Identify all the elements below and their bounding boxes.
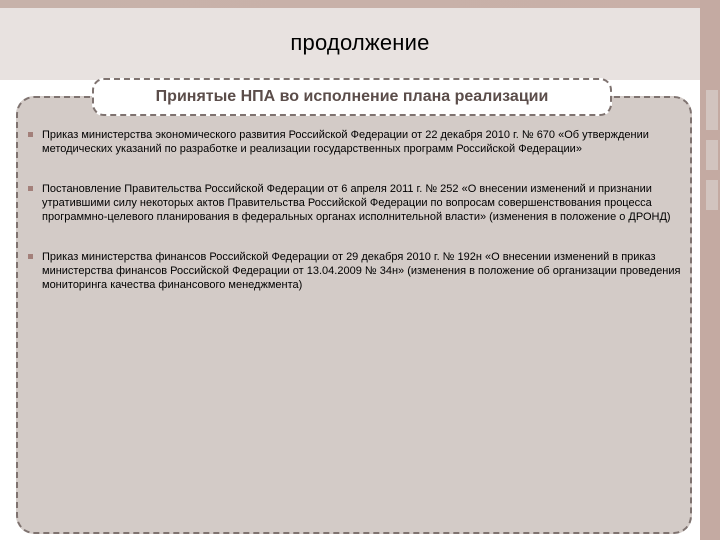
section-subtitle: Принятые НПА во исполнение плана реализации xyxy=(92,78,612,116)
right-decor-rail xyxy=(700,0,720,540)
rail-block xyxy=(706,180,718,210)
square-bullet-icon xyxy=(28,186,33,191)
rail-block xyxy=(706,90,718,130)
page-title: продолжение xyxy=(290,30,430,55)
rail-block xyxy=(706,140,718,170)
square-bullet-icon xyxy=(28,132,33,137)
list-item xyxy=(28,250,688,292)
top-decor-strip xyxy=(0,0,720,8)
list-item-text: Приказ министерства финансов Российской Федерации от 29 декабря 2010 г. № 192н «О внесении изменений в приказ министерства финансов Российской Федерации от 13.04.2009 № 34н» (изменения в положение об организации проведения мониторинга качества финансового менеджмента) xyxy=(42,251,681,291)
list-item-text: Приказ министерства экономического развития Российской Федерации от 22 декабря 2010 г. № 670 «Об утверждении методических указаний по разработке и реализации государственных программ Российской Федерации» xyxy=(42,129,649,155)
square-bullet-icon xyxy=(28,254,33,259)
list-item xyxy=(28,182,688,224)
list-item xyxy=(28,128,688,156)
list-item-text: Постановление Правительства Российской Федерации от 6 апреля 2011 г. № 252 «О внесении изменений и признании утратившими силу некоторых актов Правительства Российской Федерации по вопросам совершенствования процесса программно-целевого планирования в федеральных органах исполнительной власти» (изменения в положение о ДРОНД) xyxy=(42,183,671,223)
document-list xyxy=(28,128,688,318)
